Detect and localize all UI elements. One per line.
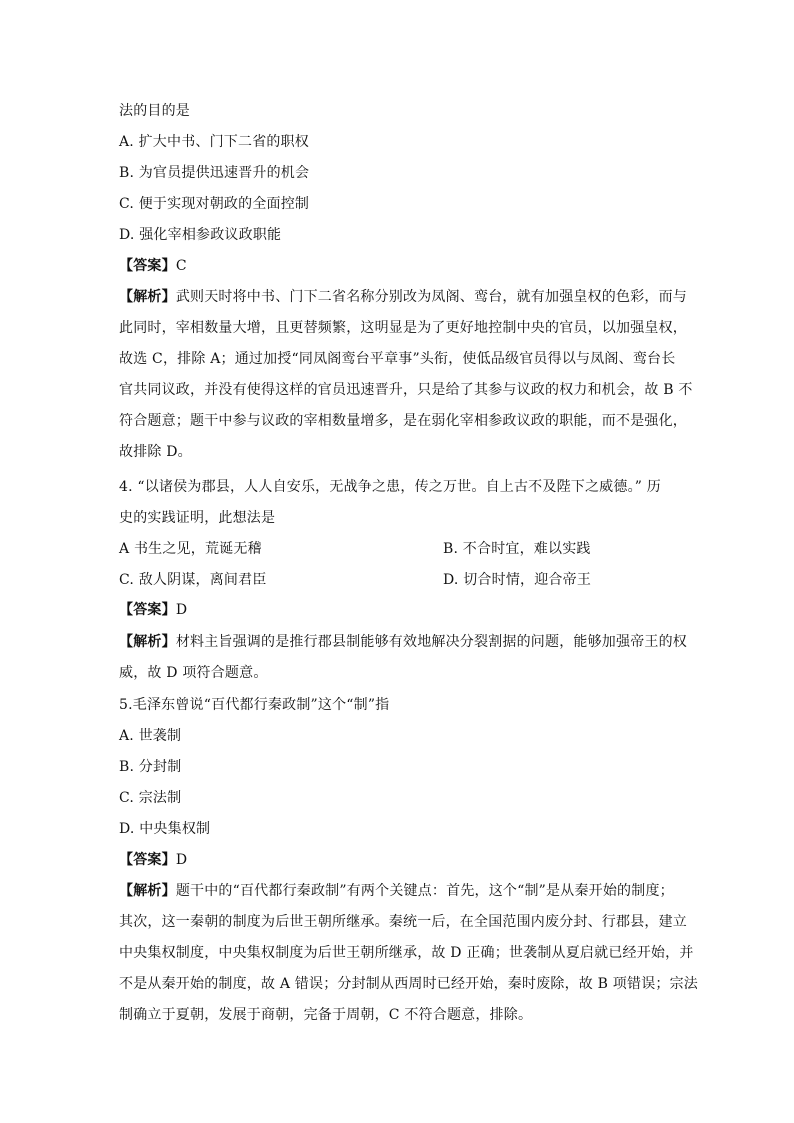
- answer-tag: 【答案】: [119, 852, 176, 868]
- analysis-text: 武则天时将中书、门下二省名称分别改为凤阁、鸾台，就有加强皇权的色彩，而与: [175, 289, 688, 305]
- analysis-text: 题干中的“百代都行秦政制”有两个关键点：首先，这个“制”是从秦开始的制度；: [175, 883, 674, 899]
- q5-option-d: D. 中央集权制: [119, 821, 211, 837]
- answer-value: C: [175, 258, 187, 274]
- q5-analysis-line: 制确立于夏朝，发展于商朝，完备于周朝，C 不符合题意，排除。: [119, 1007, 533, 1023]
- q4-option-d: D. 切合时情，迎合帝王: [443, 572, 592, 588]
- q5-analysis-line: [119, 881, 674, 901]
- answer-value: D: [175, 602, 188, 618]
- q3-analysis-line: 故选 C，排除 A；通过加授“同凤阁鸾台平章事”头衔，使低品级官员得以与凤阁、鸾台长: [119, 351, 676, 367]
- q4-stem-line: 史的实践证明，此想法是: [119, 510, 276, 526]
- q4-stem-line: 4. “以诸侯为郡县，人人自安乐，无战争之患，传之万世。自上古不及陛下之威德。” 历: [119, 479, 661, 495]
- q5-analysis-line: 不是从秦开始的制度，故 A 错误；分封制从西周时已经开始，秦时废除，故 B 项错误；宗法: [119, 976, 698, 992]
- q4-analysis-line: 威，故 D 项符合题意。: [119, 665, 268, 681]
- q4-answer: [119, 600, 187, 620]
- q3-answer: [119, 256, 187, 276]
- q4-option-b: B. 不合时宜，难以实践: [443, 541, 591, 557]
- q5-option-c: C. 宗法制: [119, 790, 182, 806]
- q5-analysis-line: 其次，这一秦朝的制度为后世王朝所继承。秦统一后，在全国范围内废分封、行郡县，建立: [119, 914, 687, 930]
- q3-option-a: A. 扩大中书、门下二省的职权: [119, 134, 310, 150]
- q4-option-a: A 书生之见，荒诞无稽: [119, 541, 262, 557]
- q5-analysis-line: 中央集权制度，中央集权制度为后世王朝所继承，故 D 正确；世袭制从夏启就已经开始，并: [119, 945, 694, 961]
- q4-option-c: C. 敌人阴谋，离间君臣: [119, 572, 267, 588]
- q5-option-b: B. 分封制: [119, 759, 182, 775]
- analysis-text: 材料主旨强调的是推行郡县制能够有效地解决分裂割据的问题，能够加强帝王的权: [175, 634, 688, 650]
- q3-analysis-line: 官共同议政，并没有使得这样的官员迅速晋升，只是给了其参与议政的权力和机会，故 B 不: [119, 382, 693, 398]
- analysis-tag: 【解析】: [119, 883, 176, 899]
- answer-tag: 【答案】: [119, 258, 176, 274]
- q3-analysis-line: 符合题意；题干中参与议政的宰相数量增多，是在弱化宰相参政议政的职能，而不是强化，: [119, 413, 687, 429]
- q3-option-d: D. 强化宰相参政议政职能: [119, 227, 282, 243]
- q3-analysis-line: 故排除 D。: [119, 444, 192, 460]
- q5-stem: 5.毛泽东曾说“百代都行秦政制”这个“制”指: [119, 697, 390, 713]
- analysis-tag: 【解析】: [119, 289, 176, 305]
- q5-answer: [119, 850, 187, 870]
- analysis-tag: 【解析】: [119, 634, 176, 650]
- q3-stem: 法的目的是: [119, 103, 190, 119]
- q3-option-b: B. 为官员提供迅速晋升的机会: [119, 165, 310, 181]
- q3-analysis-line: 此同时，宰相数量大增，且更替频繁，这明显是为了更好地控制中央的官员，以加强皇权，: [119, 320, 687, 336]
- q3-analysis-line: [119, 287, 687, 307]
- answer-tag: 【答案】: [119, 602, 176, 618]
- answer-value: D: [175, 852, 188, 868]
- q3-option-c: C. 便于实现对朝政的全面控制: [119, 196, 310, 212]
- q4-analysis-line: [119, 632, 687, 652]
- q5-option-a: A. 世袭制: [119, 728, 182, 744]
